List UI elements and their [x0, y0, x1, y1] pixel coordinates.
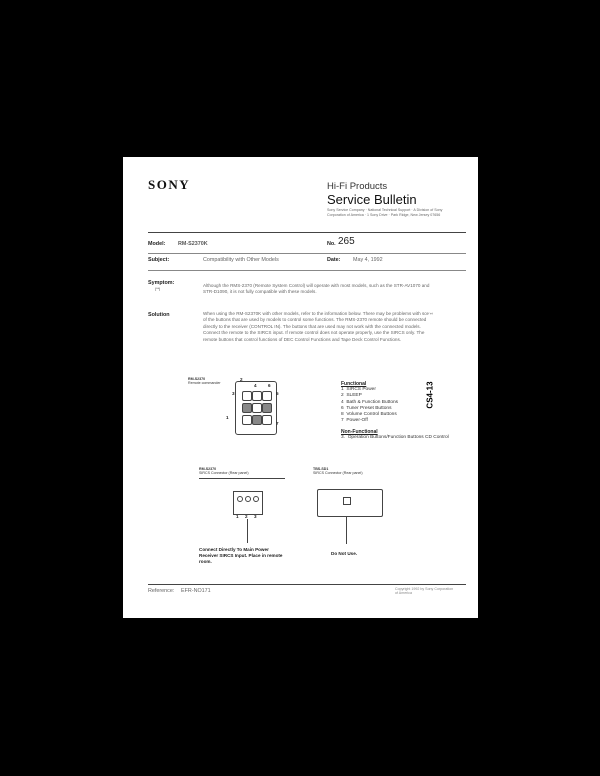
- functional-item: 1 SIRCS Power: [341, 387, 376, 392]
- no-label: No.: [327, 241, 336, 247]
- bulletin-number: 265: [338, 236, 355, 247]
- subject-value: Compatibility with Other Models: [203, 257, 279, 263]
- subject-label: Subject:: [148, 257, 170, 263]
- callout-7: 7: [276, 421, 279, 426]
- remote-key: [252, 403, 262, 413]
- nonfunctional-item: 3. Operation Buttons/Function Buttons CD Control: [341, 434, 449, 440]
- remote-key: [242, 403, 252, 413]
- callout-2: 2: [240, 377, 243, 382]
- remote-key: [252, 415, 262, 425]
- model-value: RM-S2370K: [178, 241, 208, 247]
- date-value: May 4, 1992: [353, 257, 383, 263]
- jack: [253, 496, 259, 502]
- figure2-title: RM-S2370: [199, 467, 217, 471]
- callout-5: 5: [276, 391, 279, 396]
- brand-logo: SONY: [148, 177, 191, 192]
- connector-block: [233, 491, 263, 515]
- remote-key: [262, 403, 272, 413]
- remote-key: [252, 391, 262, 401]
- copyright: Copyright 1992 by Sony Corporation of America: [395, 587, 454, 595]
- symptom-text: Although the RMS-2370 (Remote System Control) will operate with most models, such as the STR-AV1070 and STR-D1090, it is not fully compatible with these models.: [203, 283, 430, 295]
- figure2-subtitle: SIRCS Connector (Rear panel): [199, 471, 249, 475]
- figure3-subtitle: SIRCS Connector (Rear panel): [313, 471, 363, 475]
- reference-label: Reference:: [148, 588, 175, 594]
- header-rule: [148, 232, 466, 233]
- date-label: Date:: [327, 257, 341, 263]
- rear-callout-2: 2: [245, 514, 248, 519]
- remote-key: [242, 391, 252, 401]
- code-tab: CS4-13: [423, 382, 437, 408]
- callout-1: 1: [226, 415, 229, 420]
- functional-item: 4 Bath & Function Buttons: [341, 399, 399, 405]
- remote-key: [242, 415, 252, 425]
- rear-callout-1: 1: [236, 514, 239, 519]
- tbs-jack: [343, 497, 351, 505]
- company-address: Sony Service Company · National Technical Support · A Division of Sony Corporation of America · 1 Sony Drive · Park Ridge, New Jersey 07656: [327, 208, 443, 217]
- figure3-title: TBS-SD1: [313, 467, 329, 471]
- product-line: Hi-Fi Products: [327, 181, 388, 192]
- functional-heading: Functional: [341, 381, 367, 387]
- figure1-title: RM-S2370: [188, 377, 206, 381]
- nonfunctional-heading: Non-Functional: [341, 428, 378, 435]
- functional-item: 7 Power-Off: [341, 418, 368, 424]
- solution-text: When using the RM-S2370K with other models, refer to the information below. There may be problems with some of the buttons that are used by models to control some functions. The RMS-2370 remote should be connected directly to the receiver (CONTROL IN). The buttons that are used may not work with the connected models. Connect the remote to the SIRCS input. If remote control does not operate properly, use the SIRCS only. The remote buttons that control functions of DEC Control Functions and Tape Deck Control Functions.: [203, 311, 434, 342]
- rear-callout-3: 3: [254, 514, 257, 519]
- callout-4: 4: [254, 383, 257, 388]
- meta-rule: [148, 253, 466, 254]
- figure1-subtitle: Remote commander: [188, 381, 221, 385]
- caption-connect: Connect Directly To Main Power Receiver SIRCS Input. Place in remote room.: [199, 547, 283, 564]
- functional-item: 2 SLEEP: [341, 393, 362, 399]
- leader-line: [346, 516, 347, 544]
- solution-label: Solution: [148, 312, 170, 318]
- side-tabs: [423, 287, 437, 447]
- remote-key: [262, 391, 272, 401]
- sircs-connector-figure: [199, 467, 289, 527]
- remote-key: [262, 415, 272, 425]
- subject-rule: [148, 270, 466, 271]
- jack: [237, 496, 243, 502]
- remote-commander-figure: [188, 377, 288, 439]
- category-tab: Miscellaneous: [425, 306, 435, 362]
- jack: [245, 496, 251, 502]
- leader-line: [247, 519, 248, 543]
- callout-3: 3: [232, 391, 235, 396]
- footer-rule: [148, 584, 466, 585]
- doc-title: Service Bulletin: [327, 192, 417, 207]
- caption-do-not-use: Do Not Use.: [331, 551, 358, 556]
- panel-edge: [199, 478, 285, 479]
- symptom-sub: (**): [155, 287, 161, 291]
- reference-value: EFR-NO171: [181, 588, 211, 594]
- callout-6: 6: [268, 383, 271, 388]
- functional-item: 6 Tuner Preset Buttons: [341, 405, 392, 411]
- symptom-label: Symptom:: [148, 280, 175, 286]
- tbs-connector-figure: [313, 467, 403, 527]
- functional-item: 8 Volume Control Buttons: [341, 412, 397, 418]
- model-label: Model:: [148, 241, 166, 247]
